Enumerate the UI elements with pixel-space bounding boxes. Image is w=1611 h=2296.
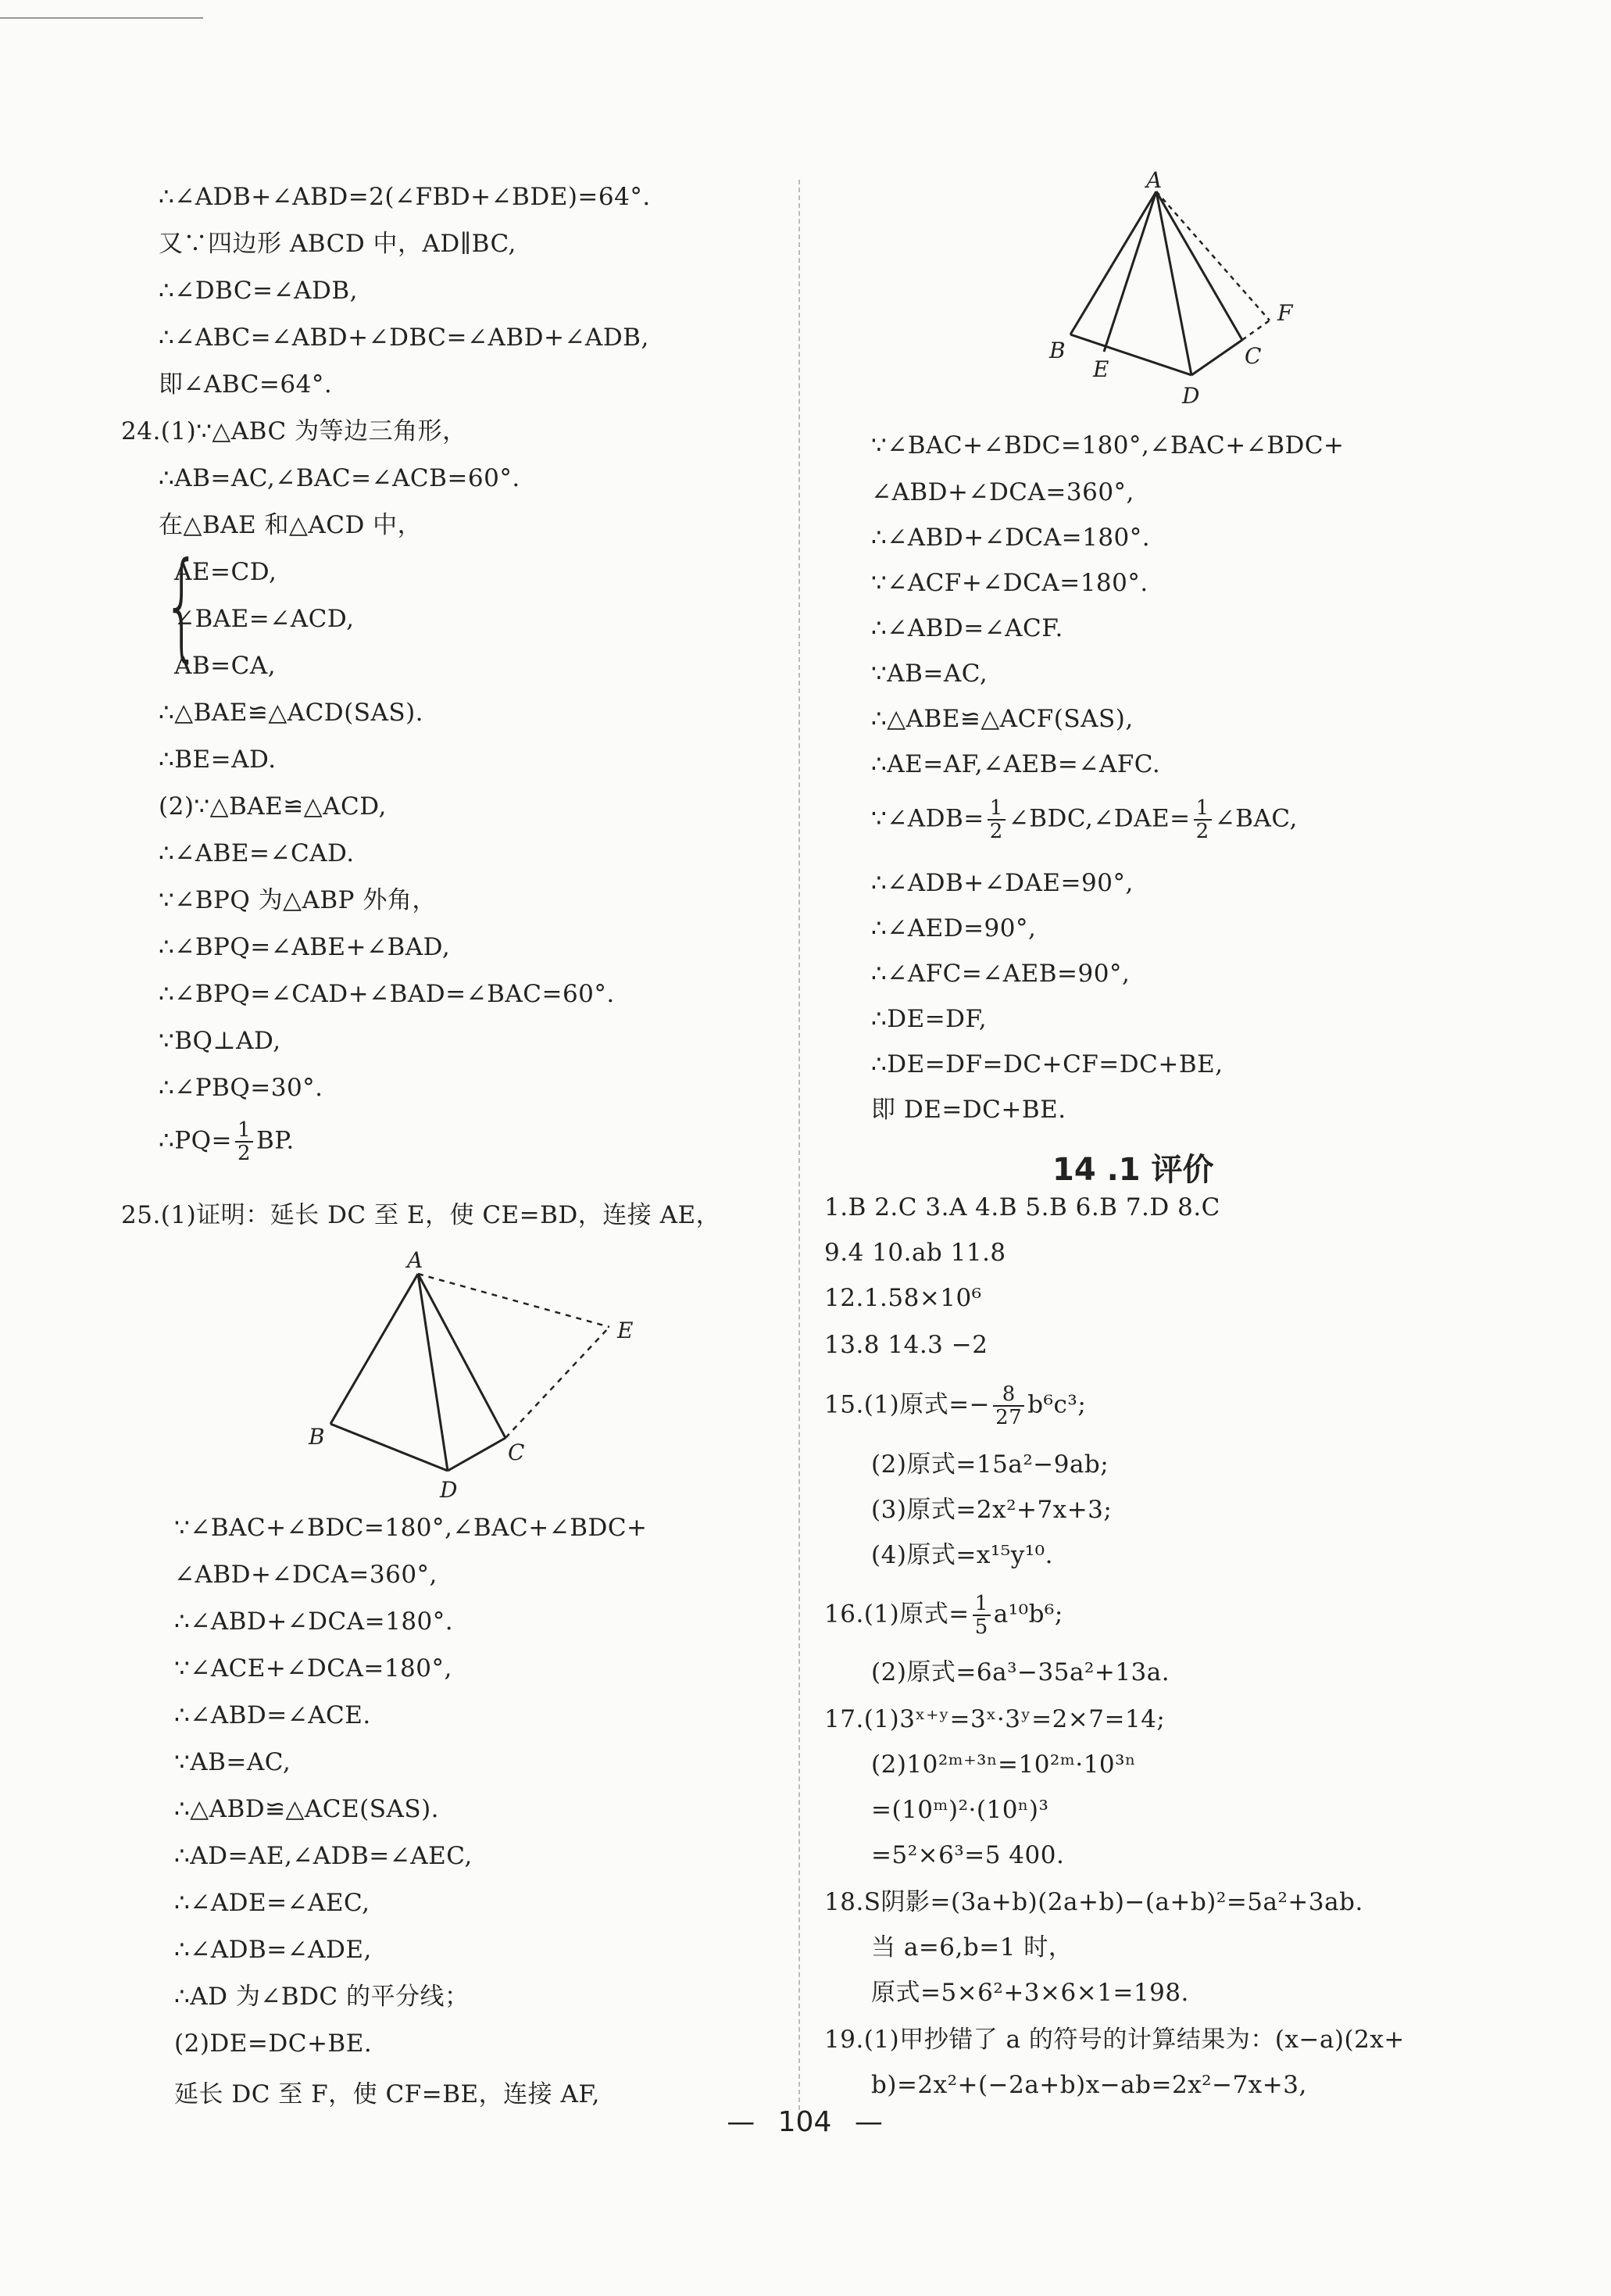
- text-line: ∴△ABE≌△ACF(SAS),: [871, 705, 1134, 733]
- fraction: [235, 1119, 253, 1164]
- answer-line: (2)10²ᵐ⁺³ⁿ=10²ᵐ·10³ⁿ: [871, 1751, 1136, 1779]
- text-line: ∴∠ADE=∠AEC,: [174, 1889, 370, 1917]
- answer-line: 12.1.58×10⁶: [824, 1284, 982, 1312]
- column-divider: [798, 180, 800, 2118]
- text-line: 在△BAE 和△ACD 中，: [159, 511, 423, 539]
- vertex-label-b: B: [309, 1424, 325, 1450]
- fraction-denominator: 27: [995, 1406, 1023, 1429]
- text-line: ∴∠ABD=∠ACF.: [871, 614, 1063, 642]
- dash: —: [854, 2106, 883, 2138]
- text-line: ∵∠ACE+∠DCA=180°,: [174, 1654, 452, 1683]
- text-fragment: ∵∠ADB=: [871, 804, 984, 833]
- fraction-numerator: 1: [988, 797, 1006, 821]
- answer-line: b)=2x²+(−2a+b)x−ab=2x²−7x+3,: [871, 2071, 1307, 2099]
- text-line: ∠BAE=∠ACD,: [174, 605, 355, 633]
- vertex-label-a: A: [1146, 167, 1163, 193]
- text-fragment: 16.(1)原式=: [824, 1600, 970, 1629]
- text-line: ∴∠BPQ=∠CAD+∠BAD=∠BAC=60°.: [159, 980, 615, 1008]
- text-line: ∴∠PBQ=30°.: [159, 1074, 323, 1102]
- text-line: 即∠ABC=64°.: [159, 370, 333, 399]
- answer-line: =(10ᵐ)²·(10ⁿ)³: [871, 1796, 1049, 1824]
- text-line: ∴AD 为∠BDC 的平分线；: [174, 1983, 470, 2011]
- text-line: ∠ABD+∠DCA=360°,: [871, 478, 1134, 506]
- fraction-denominator: 5: [974, 1615, 988, 1639]
- text-line: (2)∵△BAE≌△ACD,: [159, 792, 387, 821]
- text-line: 又∵四边形 ABCD 中，AD∥BC,: [159, 230, 516, 258]
- fraction: [988, 797, 1006, 842]
- answer-line: 原式=5×6²+3×6×1=198.: [871, 1979, 1189, 2007]
- text-line: ∴AD=AE,∠ADB=∠AEC,: [174, 1842, 473, 1870]
- text-line: ∴∠AFC=∠AEB=90°,: [871, 960, 1131, 988]
- text-line: ∵BQ⊥AD,: [159, 1027, 281, 1055]
- fraction-denominator: 2: [1195, 820, 1209, 843]
- text-line-fraction: [871, 797, 1298, 842]
- section-title: 14 .1 评价: [1052, 1152, 1214, 1188]
- top-rule: [0, 17, 203, 19]
- text-line: (2)DE=DC+BE.: [174, 2030, 373, 2058]
- text-line: AE=CD,: [174, 558, 277, 586]
- answer-line: (2)原式=15a²−9ab;: [871, 1450, 1109, 1479]
- fraction-numerator: 1: [973, 1593, 991, 1616]
- answer-line: (2)原式=6a³−35a²+13a.: [871, 1658, 1170, 1686]
- vertex-label-c: C: [508, 1439, 525, 1465]
- text-line: ∴∠ABD+∠DCA=180°.: [871, 524, 1151, 552]
- text-line: ∵∠ACF+∠DCA=180°.: [871, 569, 1148, 597]
- fraction-denominator: 2: [237, 1142, 252, 1165]
- vertex-label-d: D: [1182, 383, 1200, 409]
- text-line: ∴∠DBC=∠ADB,: [159, 277, 358, 305]
- text-line: ∴∠AED=90°,: [871, 914, 1037, 942]
- text-line: ∵AB=AC,: [871, 660, 988, 688]
- text-line: ∴AB=AC,∠BAC=∠ACB=60°.: [159, 464, 520, 492]
- vertex-label-c: C: [1245, 343, 1262, 369]
- fraction-numerator: 1: [235, 1119, 253, 1143]
- vertex-label-f: F: [1277, 300, 1293, 326]
- answer-line: 当 a=6,b=1 时，: [871, 1933, 1073, 1962]
- fraction: [1194, 797, 1212, 842]
- text-fragment: 15.(1)原式=−: [824, 1390, 991, 1419]
- answer-line: (4)原式=x¹⁵y¹⁰.: [871, 1541, 1053, 1569]
- text-line: ∠ABD+∠DCA=360°,: [174, 1561, 438, 1589]
- text-line: ∴DE=DF,: [871, 1005, 988, 1033]
- text-line: ∴∠BPQ=∠ABE+∠BAD,: [159, 933, 451, 961]
- brace-symbol: {: [163, 538, 201, 674]
- text-line: ∴BE=AD.: [159, 746, 277, 774]
- text-line: ∴△ABD≌△ACE(SAS).: [174, 1795, 440, 1823]
- text-line: AB=CA,: [174, 652, 277, 680]
- triangle-figure-2: [871, 164, 1512, 414]
- triangle-figure-1: [152, 1247, 801, 1503]
- text-line: ∵∠BAC+∠BDC=180°,∠BAC+∠BDC+: [871, 431, 1345, 460]
- vertex-label-e: E: [1093, 356, 1109, 382]
- fraction-numerator: 8: [993, 1383, 1024, 1407]
- text-line: ∴AE=AF,∠AEB=∠AFC.: [871, 750, 1161, 778]
- answer-line: 18.S阴影=(3a+b)(2a+b)−(a+b)²=5a²+3ab.: [824, 1888, 1363, 1916]
- text-line: ∵∠BPQ 为△ABP 外角，: [159, 886, 437, 914]
- dash: —: [727, 2106, 755, 2138]
- answer-line: (3)原式=2x²+7x+3;: [871, 1496, 1113, 1524]
- answer-line: 19.(1)甲抄错了 a 的符号的计算结果为：(x−a)(2x+: [824, 2026, 1405, 2054]
- answer-line: 17.(1)3ˣ⁺ʸ=3ˣ·3ʸ=2×7=14;: [824, 1705, 1166, 1733]
- vertex-label-b: B: [1049, 338, 1066, 363]
- fraction: [973, 1593, 991, 1638]
- answer-line-fraction: [824, 1593, 1063, 1638]
- text-line: ∵∠BAC+∠BDC=180°,∠BAC+∠BDC+: [174, 1514, 648, 1542]
- page-number-value: 104: [777, 2106, 832, 2138]
- answer-line: =5²×6³=5 400.: [871, 1841, 1065, 1869]
- text-fragment: BP.: [256, 1126, 295, 1155]
- text-fragment: b⁶c³;: [1027, 1390, 1087, 1419]
- text-line: ∴DE=DF=DC+CF=DC+BE,: [871, 1050, 1223, 1078]
- vertex-label-a: A: [407, 1247, 423, 1273]
- vertex-label-e: E: [617, 1318, 634, 1343]
- text-line: ∵AB=AC,: [174, 1748, 291, 1776]
- text-fragment: ∴PQ=: [159, 1126, 232, 1155]
- answer-line-fraction: [824, 1383, 1086, 1429]
- text-line: ∴∠ADB=∠ADE,: [174, 1936, 372, 1964]
- text-line: ∴∠ABE=∠CAD.: [159, 839, 355, 867]
- text-line: ∴∠ABD=∠ACE.: [174, 1701, 371, 1729]
- text-line: ∴∠ABC=∠ABD+∠DBC=∠ABD+∠ADB,: [159, 324, 649, 352]
- text-line: ∴∠ADB+∠ABD=2(∠FBD+∠BDE)=64°.: [159, 183, 651, 211]
- text-line: 25.(1)证明：延长 DC 至 E，使 CE=BD，连接 AE，: [121, 1201, 721, 1229]
- answer-line: 9.4 10.ab 11.8: [824, 1239, 1006, 1267]
- text-fragment: ∠BAC,: [1214, 804, 1298, 833]
- text-fragment: a¹⁰b⁶;: [993, 1600, 1063, 1629]
- answer-line: 13.8 14.3 −2: [824, 1331, 988, 1359]
- text-fragment: ∠BDC,∠DAE=: [1008, 804, 1191, 833]
- text-line: 即 DE=DC+BE.: [871, 1096, 1066, 1124]
- fraction-denominator: 2: [989, 820, 1003, 843]
- answer-line: 1.B 2.C 3.A 4.B 5.B 6.B 7.D 8.C: [824, 1193, 1220, 1221]
- fraction: [993, 1383, 1024, 1429]
- vertex-label-d: D: [440, 1477, 458, 1503]
- text-line: 延长 DC 至 F，使 CF=BE，连接 AF,: [174, 2080, 600, 2108]
- text-line: ∴∠ABD+∠DCA=180°.: [174, 1608, 454, 1636]
- text-line-fraction: [159, 1119, 295, 1164]
- fraction-numerator: 1: [1194, 797, 1212, 821]
- text-line: ∴∠ADB+∠DAE=90°,: [871, 869, 1134, 897]
- text-line: 24.(1)∵△ABC 为等边三角形，: [121, 417, 467, 445]
- text-line: ∴△BAE≌△ACD(SAS).: [159, 699, 424, 727]
- page-number: [707, 2106, 902, 2138]
